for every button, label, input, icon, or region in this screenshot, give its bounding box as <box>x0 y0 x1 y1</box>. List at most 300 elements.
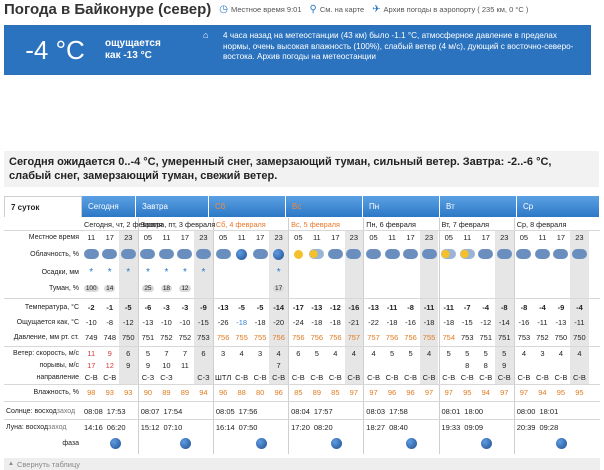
precip-cell <box>194 264 213 281</box>
fog-value: 14 <box>106 285 114 292</box>
wind-cell: 3 <box>221 348 226 358</box>
cloud-icon <box>216 249 231 259</box>
direction-cell: С-В <box>535 372 549 382</box>
cloud-cell <box>139 244 158 264</box>
cloud-cell <box>440 244 459 264</box>
cloud-icon <box>328 249 343 259</box>
direction-row <box>4 371 600 383</box>
time-cell: 11 <box>237 233 246 242</box>
snowflake-icon: * <box>201 267 206 278</box>
day-name: Сб, 4 февраля <box>215 219 266 229</box>
row-label: Влажность, % <box>33 388 79 396</box>
cloud-icon <box>346 249 361 259</box>
time-cell: 23 <box>274 233 283 242</box>
triangle-up-icon: ▲ <box>8 461 14 467</box>
pressure-cell: 757 <box>347 333 361 342</box>
wind-cell: 5 <box>145 348 151 358</box>
pressure-cell: 750 <box>554 333 568 342</box>
cloud-cell <box>176 244 195 264</box>
row-label: порывы, м/с <box>39 361 79 369</box>
moonset-time: 06:20 <box>106 422 126 432</box>
humidity-cell: 94 <box>199 387 208 397</box>
row-label: Облачность, % <box>30 250 79 258</box>
wind-cell: 5 <box>465 348 470 358</box>
tab-2[interactable]: Завтра <box>136 196 209 217</box>
direction-cell: С-З <box>141 372 155 382</box>
time-cell: 23 <box>199 233 208 242</box>
station-icon: ⌂ <box>203 30 209 40</box>
moonset-time: 07:10 <box>163 422 183 432</box>
cloud-icon <box>121 249 136 259</box>
moon-phase-icon <box>481 438 492 449</box>
sunrise-time: 08:05 <box>215 406 235 416</box>
cloud-cell <box>119 244 138 264</box>
snowflake-icon: * <box>182 267 187 278</box>
cloud-cell <box>364 244 383 264</box>
direction-cell: С-В <box>235 372 249 382</box>
precip-cell <box>139 264 158 281</box>
wind-cell: 4 <box>333 348 338 358</box>
humidity-cell: 80 <box>255 387 265 397</box>
temp-cell: -3 <box>181 302 189 312</box>
humidity-cell: 88 <box>237 387 246 397</box>
wind-cell: 5 <box>389 348 395 358</box>
wind-cell: 4 <box>577 348 582 358</box>
temperature-row <box>4 300 600 314</box>
direction-cell: С-З <box>197 372 210 382</box>
humidity-cell: 94 <box>538 387 547 397</box>
moonset-time: 07:50 <box>238 422 258 432</box>
gust-cell: 8 <box>483 360 488 370</box>
sunrise-time: 08:01 <box>441 406 461 416</box>
pressure-cell: 754 <box>442 333 455 342</box>
moonrise-time: 18:27 <box>366 422 386 432</box>
time-cell: 23 <box>500 233 509 242</box>
direction-cell: С-В <box>442 372 456 382</box>
precip-row <box>4 264 600 281</box>
cloud-icon <box>84 249 99 259</box>
feels-cell: -18 <box>423 317 435 327</box>
feels-cell: -22 <box>368 317 379 327</box>
feels-cell: -11 <box>574 317 585 327</box>
moonrise-time: 20:39 <box>516 422 536 432</box>
gust-cell: 10 <box>162 360 171 370</box>
time-cell: 05 <box>444 233 453 242</box>
humidity-cell: 85 <box>331 387 340 397</box>
precip-cell <box>101 264 120 281</box>
feels-cell: -16 <box>405 317 416 327</box>
cloud-icon <box>516 249 531 259</box>
moonrise-time: 19:33 <box>441 422 461 432</box>
cloud-icon <box>478 249 493 259</box>
feels-cell: -13 <box>555 317 567 327</box>
pressure-cell: 752 <box>160 333 173 342</box>
pressure-cell: 752 <box>178 333 192 342</box>
row-label: Осадки, мм <box>41 269 79 276</box>
humidity-cell: 94 <box>481 387 490 397</box>
sunrise-time: 08:00 <box>516 406 536 416</box>
feels-cell: -11 <box>537 317 548 327</box>
direction-cell: С-З <box>160 372 173 382</box>
collapse-label: Свернуть таблицу <box>16 459 81 469</box>
precip-cell <box>82 264 101 281</box>
temp-cell: -13 <box>368 302 379 312</box>
forecast-table <box>4 218 600 458</box>
cloud-cell <box>515 244 534 264</box>
station-description <box>193 26 590 74</box>
moon-phase-icon <box>556 438 567 449</box>
moon-phase-cell <box>106 434 125 452</box>
temp-cell: -9 <box>557 302 565 312</box>
tab-1[interactable]: Сегодня <box>82 196 136 217</box>
precip-cell <box>176 264 195 281</box>
cloud-cell <box>232 244 251 264</box>
moon-phase-cell <box>252 434 271 452</box>
temp-cell: -3 <box>163 302 170 312</box>
humidity-cell: 97 <box>519 387 529 397</box>
precip-cell <box>157 264 176 281</box>
temp-cell: -5 <box>256 302 264 312</box>
humidity-cell: 93 <box>105 387 114 397</box>
time-cell: 11 <box>312 233 321 242</box>
cloud-cell <box>251 244 270 264</box>
wind-cell: 5 <box>502 348 507 358</box>
feels-cell: -21 <box>348 317 360 327</box>
direction-cell: С-В <box>572 372 586 382</box>
sun-times <box>291 404 351 418</box>
cloud-cell <box>214 244 233 264</box>
forecast-summary: Сегодня ожидается 0..-4 °C, умеренный снег, замерзающий туман, сильный ветер. Завтра: -2..-6 °C, слабый снег, замерзающий туман, свежий ветер. <box>4 151 599 187</box>
tab-4[interactable]: Вс <box>286 196 363 217</box>
wind-cell: 6 <box>201 348 206 358</box>
pressure-cell: 756 <box>404 333 417 342</box>
station-text: 4 часа назад на метеостанции (43 км) было -1.1 °C, атмосферное давление в пределах нормы, очень высокая влажность (100%), слабый ветер (4 м/с), дующий с восточно-северо-востока. Архив погоды на метеостанции <box>223 31 574 61</box>
cloud-cell <box>401 244 420 264</box>
direction-cell: С-В <box>84 372 98 382</box>
day-name: Вт, 7 февраля <box>441 219 490 229</box>
pressure-cell: 751 <box>141 333 155 342</box>
sunset-time: 17:53 <box>106 406 126 416</box>
pressure-cell: 757 <box>367 333 380 342</box>
direction-cell: С-В <box>291 372 305 382</box>
pressure-cell: 755 <box>422 333 436 342</box>
wind-cell: 7 <box>164 348 169 358</box>
temp-cell: -17 <box>292 302 304 312</box>
moon-row <box>4 420 600 434</box>
gust-cell: 8 <box>465 360 470 370</box>
tab-5[interactable]: Пн <box>363 196 440 217</box>
sunset-time: 17:57 <box>313 406 333 416</box>
cloud-icon <box>366 249 381 259</box>
feels-cell: -18 <box>254 317 266 327</box>
temp-cell: -8 <box>407 302 414 312</box>
moonset-time: 08:40 <box>389 422 408 432</box>
day-names-row <box>4 218 600 230</box>
feels-cell: -18 <box>236 317 248 327</box>
humidity-cell: 95 <box>556 387 566 397</box>
wind-cell: 4 <box>239 348 244 358</box>
partly-cloudy-icon <box>309 249 324 259</box>
pressure-cell: 756 <box>292 333 305 342</box>
pressure-cell: 756 <box>385 333 399 342</box>
humidity-cell: 85 <box>294 387 303 397</box>
pressure-cell: 748 <box>103 333 116 342</box>
day-name: Пн, 6 февраля <box>366 219 416 229</box>
precip-cell <box>119 264 138 281</box>
pressure-row <box>4 330 600 345</box>
grid-line <box>4 298 600 299</box>
map-link[interactable]: См. на карте <box>319 4 365 14</box>
humidity-cell: 89 <box>180 387 190 397</box>
wind-cell: 5 <box>408 348 413 358</box>
moon-times <box>517 420 577 434</box>
wind-cell: 4 <box>276 348 281 358</box>
cloud-cell <box>552 244 571 264</box>
fog-value: 25 <box>144 285 152 292</box>
time-cell: 05 <box>369 233 378 242</box>
sunrise-time: 08:08 <box>84 406 103 416</box>
cloud-cell <box>570 244 589 264</box>
direction-cell: С-В <box>385 372 399 382</box>
partly-cloudy-icon <box>460 249 475 259</box>
humidity-cell: 93 <box>124 387 133 397</box>
row-label <box>4 404 82 418</box>
pressure-cell: 756 <box>272 333 285 342</box>
time-cell: 11 <box>388 233 396 242</box>
time-cell: 23 <box>124 233 133 242</box>
moon-phase-icon <box>331 438 342 449</box>
pressure-cell: 756 <box>310 333 324 342</box>
cloud-cell <box>477 244 496 264</box>
moon-phase-icon <box>180 438 191 449</box>
moonset-time: 09:28 <box>539 422 559 432</box>
humidity-cell: 95 <box>575 387 584 397</box>
local-time-label: Местное время <box>231 4 285 14</box>
pressure-cell: 751 <box>497 333 511 342</box>
row-label: Ощущается как, °С <box>16 318 79 326</box>
cloud-icon <box>422 249 437 259</box>
moon-times <box>216 420 276 434</box>
humidity-cell: 96 <box>387 387 397 397</box>
sun-icon <box>294 250 303 259</box>
cloud-icon <box>159 249 174 259</box>
cloud-icon <box>553 249 568 259</box>
direction-cell: С-В <box>253 372 267 382</box>
pressure-cell: 753 <box>197 333 210 342</box>
temp-cell: -9 <box>200 302 207 312</box>
gust-cell: 7 <box>276 360 281 370</box>
temp-cell: -5 <box>124 302 132 312</box>
sunset-time: 18:01 <box>539 406 559 416</box>
moon-times <box>366 420 426 434</box>
airport-archive-link[interactable]: Архив погоды в аэропорту ( 235 км, 0 °C ) <box>383 4 529 14</box>
time-cell: 23 <box>349 233 359 242</box>
feels-cell: -16 <box>518 317 530 327</box>
wind-cell: 4 <box>558 348 564 358</box>
pressure-cell: 755 <box>235 333 248 342</box>
feels-cell: -15 <box>198 317 209 327</box>
snowflake-icon: * <box>164 267 169 278</box>
sun-set-label: заход <box>56 407 76 415</box>
wind-cell: 3 <box>258 348 263 358</box>
pressure-cell: 755 <box>253 333 267 342</box>
wind-cell: 9 <box>107 348 112 358</box>
fog-cell <box>101 281 120 296</box>
moonset-time: 09:09 <box>464 422 484 432</box>
moonrise-time: 17:20 <box>291 422 310 432</box>
feels-cell: -20 <box>273 317 285 327</box>
sun-rise-label: Солнце: восход <box>6 407 57 415</box>
page-title: Погода в Байконуре (север) <box>4 0 212 18</box>
feels-cell: -13 <box>142 317 154 327</box>
time-cell: 11 <box>463 233 472 242</box>
feels-cell: -12 <box>122 317 134 327</box>
humidity-row <box>4 385 600 399</box>
row-label: Давление, мм рт. ст. <box>13 334 79 341</box>
temp-cell: -11 <box>386 302 398 312</box>
cloud-cell <box>420 244 439 264</box>
moon-phase-cell <box>553 434 572 452</box>
sun-times <box>141 404 201 418</box>
time-cell: 23 <box>424 233 434 242</box>
precip-cell <box>269 264 288 281</box>
moon-times <box>141 420 201 434</box>
feels-cell: -18 <box>311 317 323 327</box>
humidity-cell: 96 <box>274 387 283 397</box>
cloud-icon <box>403 249 418 259</box>
temp-cell: -11 <box>443 302 454 312</box>
direction-cell: С-В <box>422 372 436 382</box>
temp-cell: -7 <box>463 302 471 312</box>
feels-like-row <box>4 315 600 329</box>
feels-cell: -18 <box>443 317 455 327</box>
tab-7[interactable]: Ср <box>517 196 600 217</box>
gust-cell: 9 <box>502 360 507 370</box>
wind-cell: 6 <box>126 348 131 358</box>
temp-cell: -11 <box>423 302 435 312</box>
day-name: Сегодня, чт, 2 февраля <box>84 219 163 229</box>
humidity-cell: 96 <box>406 387 415 397</box>
row-label: направление <box>36 373 79 381</box>
cloud-icon <box>177 249 192 259</box>
day-name: Ср, 8 февраля <box>516 219 567 229</box>
moon-icon <box>273 249 284 260</box>
temp-cell: -16 <box>348 302 360 312</box>
moon-times <box>291 420 351 434</box>
direction-cell: С-В <box>347 372 361 382</box>
feels-like-line1: ощущается <box>105 38 161 49</box>
cloud-icon <box>196 249 211 259</box>
fog-value: 12 <box>181 285 189 292</box>
wind-cell: 3 <box>540 348 545 358</box>
current-weather-box <box>4 25 591 75</box>
collapse-table-button[interactable] <box>4 458 600 470</box>
current-temp: -4 °C <box>25 34 85 65</box>
sunrise-time: 08:04 <box>291 406 310 416</box>
moon-phase-row <box>4 434 600 452</box>
tab-3[interactable]: Сб <box>209 196 286 217</box>
snowflake-icon: * <box>276 267 281 278</box>
direction-cell: С-В <box>404 372 417 382</box>
cloud-cell <box>458 244 477 264</box>
temp-cell: -13 <box>217 302 229 312</box>
cloud-cell <box>495 244 514 264</box>
cloud-cell <box>194 244 213 264</box>
cloud-icon <box>572 249 587 259</box>
moon-phase-icon <box>406 438 417 449</box>
time-cell: 17 <box>180 233 190 242</box>
feels-cell: -8 <box>106 317 114 327</box>
fog-cell <box>139 281 158 296</box>
temp-cell: -4 <box>482 302 490 312</box>
cloud-icon <box>385 249 400 259</box>
feels-cell: -10 <box>85 317 97 327</box>
tab-6[interactable]: Вт <box>440 196 517 217</box>
time-row <box>4 231 600 244</box>
snowflake-icon: * <box>89 267 94 278</box>
gust-cell: 9 <box>126 360 131 370</box>
row-label: Ветер: скорость, м/с <box>13 349 79 357</box>
gusts-row <box>4 359 600 371</box>
direction-cell: С-В <box>272 372 286 382</box>
cloud-row <box>4 244 600 264</box>
tab-0[interactable]: 7 суток <box>4 196 82 217</box>
cloud-cell <box>345 244 364 264</box>
time-cell: 11 <box>87 233 96 242</box>
feels-cell: -24 <box>292 317 304 327</box>
fog-value: 17 <box>275 285 283 292</box>
day-name: Завтра, пт, 3 февраля <box>140 219 216 229</box>
feels-cell: -14 <box>498 317 510 327</box>
temp-cell: -6 <box>144 302 152 312</box>
humidity-cell: 89 <box>312 387 322 397</box>
row-label: Температура, °С <box>24 303 79 311</box>
wind-cell: 4 <box>371 348 376 358</box>
fog-cell <box>82 281 101 296</box>
time-cell: 17 <box>255 233 265 242</box>
gust-cell: 11 <box>181 360 189 370</box>
partly-cloudy-icon <box>441 249 456 259</box>
row-label <box>4 420 82 434</box>
row-label-empty <box>4 218 82 230</box>
temp-cell: -4 <box>576 302 583 312</box>
temp-cell: -14 <box>273 302 285 312</box>
cloud-cell <box>383 244 402 264</box>
temp-cell: -1 <box>106 302 114 312</box>
cloud-cell <box>289 244 308 264</box>
row-label: Туман, % <box>49 285 79 292</box>
sun-times <box>216 404 276 418</box>
sunset-time: 17:58 <box>389 406 408 416</box>
cloud-cell <box>82 244 101 264</box>
cloud-cell <box>533 244 552 264</box>
temp-cell: -4 <box>539 302 546 312</box>
time-cell: 17 <box>556 233 566 242</box>
humidity-cell: 98 <box>87 387 96 397</box>
humidity-cell: 89 <box>162 387 171 397</box>
day-name: Вс, 5 февраля <box>291 219 341 229</box>
pressure-cell: 751 <box>479 333 492 342</box>
wind-cell: 7 <box>182 348 188 358</box>
wind-cell: 11 <box>87 348 96 358</box>
airplane-icon: ✈ <box>372 3 381 15</box>
humidity-cell: 97 <box>369 387 378 397</box>
pressure-cell: 756 <box>216 333 230 342</box>
humidity-cell: 97 <box>500 387 509 397</box>
moonrise-time: 16:14 <box>215 422 235 432</box>
snowflake-icon: * <box>126 267 131 278</box>
grid-line <box>4 401 600 402</box>
